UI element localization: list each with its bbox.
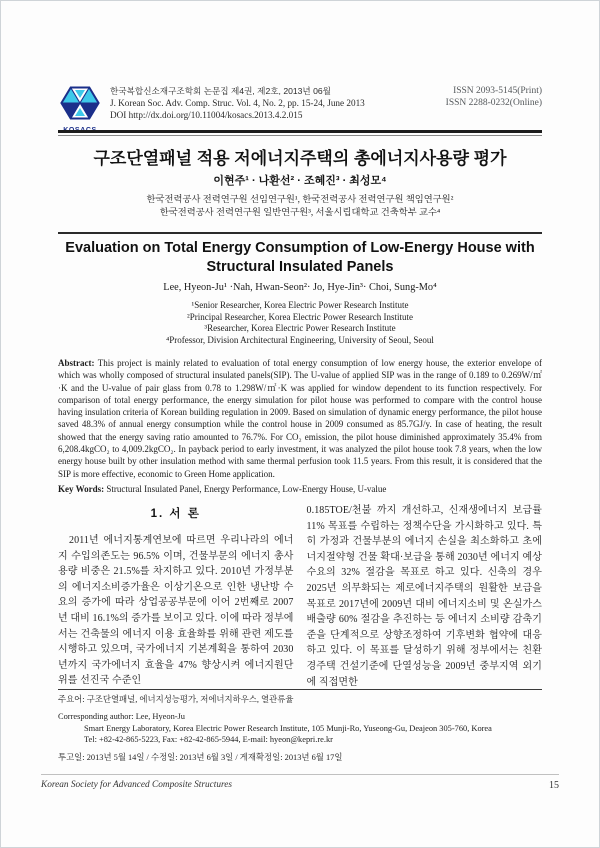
corresponding-author-address: Smart Energy Laboratory, Korea Electric Power Research Institute, 105 Munji-Ro, Yuseong-Gu, Deajeon 305-760, Korea — [84, 723, 492, 733]
header-divider-rule — [58, 130, 542, 136]
journal-title-korean: 한국복합신소재구조학회 논문집 제4권, 제2호, 2013년 06월 — [110, 86, 331, 96]
english-affiliation-4: ⁴Professor, Division Architectural Engineering, University of Seoul, Seoul — [166, 334, 434, 345]
submission-dates: 투고일: 2013년 5월 14일 / 수정일: 2013년 6월 3일 / 게재확정일: 2013년 6월 17일 — [58, 753, 343, 762]
keywords-text: Structural Insulated Panel, Energy Performance, Low-Energy House, U-value — [104, 484, 387, 494]
korean-affiliations — [1, 194, 599, 219]
page-number: 15 — [549, 780, 559, 791]
english-title — [1, 239, 599, 276]
journal-header — [58, 85, 542, 134]
korean-keywords-footnote: 주요어: 구조단열패널, 에너지성능평가, 저에너지하우스, 열관류율 — [58, 695, 294, 704]
english-affiliation-3: ³Researcher, Korea Electric Power Research Institute — [204, 323, 396, 334]
left-column — [58, 503, 294, 690]
body-columns — [58, 503, 542, 690]
english-affiliation-2: ²Principal Researcher, Korea Electric Power Research Institute — [187, 311, 413, 322]
korean-authors: 이현주¹ · 나환선² · 조혜진³ · 최성모⁴ — [213, 175, 387, 187]
page-footer — [41, 780, 559, 791]
right-column-paragraph: 0.185TOE/천불 까지 개선하고, 신재생에너지 보급률 11% 목표를 수립하는 정책수단을 가시화하고 있다. 특히 가정과 건물부분의 에너지 손실을 최소화하고 초에너지절약형 건물 확대·보급을 통해 2030년 에너지 예상수요의 32% 절감을 목표로 하고 있다. 신축의 경우 2025년 의무화되는 제로에너지주택의 원활한 보급을 목표로 2017년에 2009년 대비 에너지소비 및 온실가스 배출량 60% 절감을 추진하는 등 에너지 소비량 감축기준을 단계적으로 상향조정하여 기후변화 협약에 대응하고 있다. 이 목표를 달성하기 위해 정부에서는 친환경주택 건설기준에 단열성능을 2009년 중부지역 외기에 직접면한 — [306, 505, 542, 688]
korean-affiliation-line1: 한국전력공사 전력연구원 선임연구원¹, 한국전력공사 전력연구원 책임연구원² — [146, 195, 454, 205]
english-authors: Lee, Hyeon-Ju¹ ·Nah, Hwan-Seon²· Jo, Hye-Jin³· Choi, Sung-Mo⁴ — [163, 282, 437, 293]
issn-block — [446, 85, 542, 109]
kosacs-logo-text: KOSACS — [63, 127, 97, 134]
section-1-heading: 1. 서 론 — [150, 508, 201, 520]
abstract-text: This project is mainly related to evaluation of total energy consumption of low energy house, the exterior envelope of which was wholly composed of structural insulated panels(SIP). The U-value of applied SIP was in the range of 0.189 to 0.269W/㎡·K and the U-value of pair glass from 0.78 to 1.298W/㎡·K was applied for window dependent to its function respectively. For comparison of total energy performance, the energy simulation for pilot house was performed to compare with the control house having insulation criteria of Korean building regulation in 2009. Based on simulation of dynamic energy performance, the pilot house saved 48.3% of annual energy consumption while the control house in 2009 consumed as 85.7GJ/y. In case of heating, the result showed that the energy saving ratio amounted to 76.7%. For CO₂ emission, the pilot house diminished approximately 35.4% from 6,208.4kgCO₂ to 4,009.2kgCO₂. In payback period to early investment, it was analyzed the pilot house took 7.8 years, when the low energy house built by other insulation method with same thermal perfusion took 11.5 years. From this result, it is considered that the SIP is more effective, economic to Green Home application. — [58, 358, 542, 479]
journal-citation-block — [110, 85, 446, 121]
english-affiliation-1: ¹Senior Researcher, Korea Electric Power Research Institute — [191, 300, 409, 310]
issn-online: ISSN 2288-0232(Online) — [445, 98, 542, 108]
corresponding-author-name: Corresponding author: Lee, Hyeon-Ju — [58, 712, 185, 721]
abstract-paragraph — [58, 357, 542, 480]
english-title-line1: Evaluation on Total Energy Consumption of Low-Energy House with — [65, 240, 535, 256]
abstract-label: Abstract: — [58, 358, 95, 368]
korean-title: 구조단열패널 적용 저에너지주택의 총에너지사용량 평가 — [93, 149, 507, 168]
korean-affiliation-line2: 한국전력공사 전력연구원 일반연구원³, 서울시립대학교 건축학부 교수⁴ — [159, 207, 441, 218]
footnote-rule — [58, 689, 542, 690]
title-divider-rule — [58, 232, 542, 234]
footer-rule — [41, 774, 559, 775]
kosacs-logo — [58, 85, 102, 134]
journal-citation-english: J. Korean Soc. Adv. Comp. Struc. Vol. 4, No. 2, pp. 15-24, June 2013 — [110, 98, 365, 108]
english-title-line2: Structural Insulated Panels — [206, 258, 394, 275]
doi-text: DOI http://dx.doi.org/10.11004/kosacs.2013.4.2.015 — [110, 110, 303, 120]
issn-print: ISSN 2093-5145(Print) — [453, 86, 542, 96]
left-column-paragraph: 2011년 에너지통계연보에 따르면 우리나라의 에너지 수입의존도는 96.5% 이며, 건물부문의 에너지 총사용량 비중은 21.5%를 차지하고 있다. 2010년 가정부분의 에너지소비증가율은 이상기온으로 인한 냉난방 수요의 증가에 따라 상업공공부문에 이어 2번째로 2007년 대비 16.1%의 증가를 보이고 있다. 이에 따라 정부에서는 건축물의 에너지 이용 효율화를 위해 관련 제도를 시행하고 있으며, 국가에너지 기본계획을 통하여 2030년까지 국가에너지 효율을 47% 향상시켜 에너지원단위를 선진국 수준인 — [58, 535, 294, 687]
corresponding-author-contact: Tel: +82-42-865-5223, Fax: +82-42-865-5944, E-mail: hyeon@kepri.re.kr — [84, 735, 333, 744]
society-name: Korean Society for Advanced Composite Structures — [41, 780, 232, 790]
keywords-line — [58, 484, 542, 494]
kosacs-hexagon-icon — [60, 85, 100, 121]
english-affiliations — [1, 300, 599, 346]
right-column — [307, 503, 543, 690]
keywords-label: Key Words: — [58, 484, 105, 494]
corresponding-author-block — [58, 711, 542, 746]
